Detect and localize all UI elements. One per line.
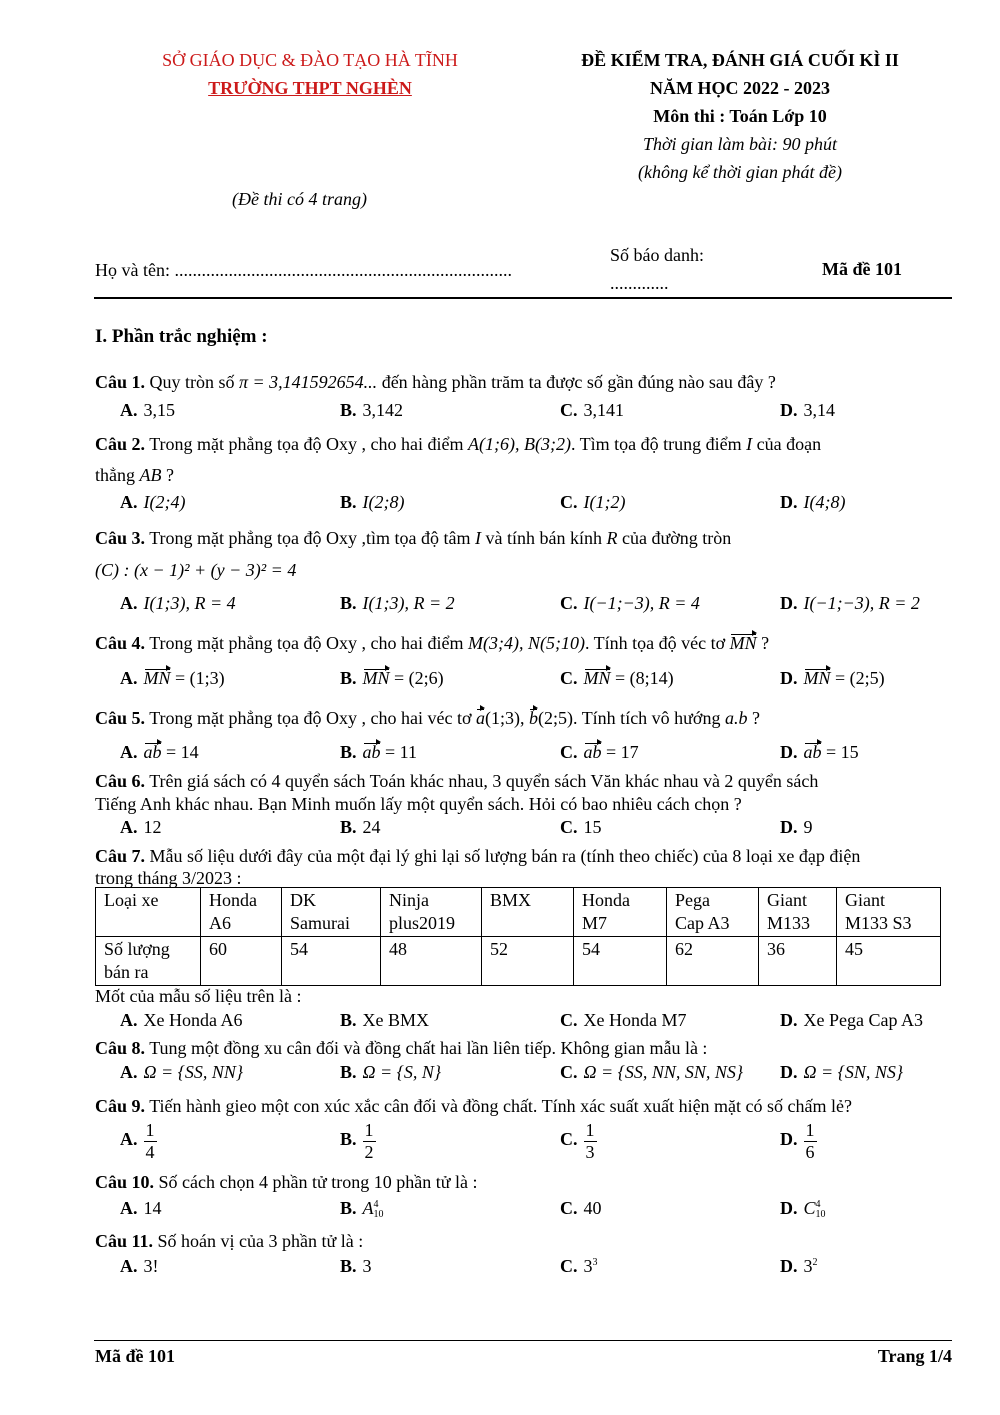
answer-b: B. 3	[340, 1256, 372, 1276]
math-expression: π = 3,141592654...	[239, 372, 378, 392]
answer-d: D. Ω = {SN, NS}	[780, 1062, 904, 1082]
question-1	[95, 372, 776, 393]
fraction: $\frac{1}{3}$	[585, 1120, 595, 1162]
answer-a: A. I(1;3), R = 4	[120, 593, 236, 613]
question-6: Câu 6. Trên giá sách có 4 quyển sách Toán khác nhau, 3 quyển sách Văn khác nhau và 2 quyển sách	[95, 771, 819, 791]
answer-b: B. I(2;8)	[340, 492, 405, 512]
fraction: $\frac{1}{6}$	[805, 1120, 815, 1162]
question-text: Quy tròn số	[145, 372, 240, 392]
student-id-label: Số báo danh:	[610, 245, 704, 265]
student-name-field: Họ và tên: ...........................................................................	[95, 260, 512, 280]
answer-d: D. 3,14	[780, 400, 835, 420]
answer-b: B. Xe BMX	[340, 1010, 430, 1030]
table-row	[96, 937, 941, 986]
answer-c: C. $3^3$	[560, 1256, 598, 1276]
sales-table	[95, 887, 941, 986]
question-9: Câu 9. Tiến hành gieo một con xúc xắc cân đối và đồng chất. Tính xác suất xuất hiện mặt có số chấm lẻ?	[95, 1096, 852, 1116]
answer-a: A. 14	[120, 1198, 162, 1218]
fraction: $\frac{1}{2}$	[364, 1120, 374, 1162]
circle-equation: (C) : (x − 1)² + (y − 3)² = 4	[95, 560, 297, 580]
footer-page-number: Trang 1/4	[877, 1346, 952, 1366]
question-number: Câu 1.	[95, 372, 146, 392]
table-cell: 52	[482, 937, 574, 986]
duration: Thời gian làm bài: 90 phút	[642, 134, 838, 154]
answer-b: B. Ω = {S, N}	[340, 1062, 442, 1082]
table-cell: 54	[574, 937, 667, 986]
answer-a: A. $\frac{1}{4}$	[120, 1120, 155, 1162]
department-name: SỞ GIÁO DỤC & ĐÀO TẠO HÀ TĨNH	[162, 50, 458, 70]
answer-c: C. I(1;2)	[560, 492, 626, 512]
subject: Môn thi : Toán Lớp 10	[653, 106, 827, 126]
answer-d: D. ab = 15	[780, 742, 859, 762]
table-cell: Giant M133	[759, 888, 837, 937]
answer-c: C. Ω = {SS, NN, SN, NS}	[560, 1062, 744, 1082]
answer-b: B. ab = 11	[340, 742, 417, 762]
answer-d: D. I(−1;−3), R = 2	[780, 593, 920, 613]
question-7-prompt: Mốt của mẫu số liệu trên là :	[95, 986, 302, 1006]
answer-c: C. MN = (8;14)	[560, 668, 674, 688]
table-cell: DK Samurai	[282, 888, 381, 937]
answer-d: D. MN = (2;5)	[780, 668, 885, 688]
answer-a: A. ab = 14	[120, 742, 199, 762]
answer-b: B. 24	[340, 817, 381, 837]
exam-code: Mã đề 101	[822, 259, 902, 279]
answer-a: A. 3!	[120, 1256, 159, 1276]
table-cell: 62	[667, 937, 759, 986]
question-3: Câu 3. Trong mặt phẳng tọa độ Oxy ,tìm tọa độ tâm I và tính bán kính R của đường tròn	[95, 528, 732, 548]
footer-exam-code: Mã đề 101	[95, 1346, 175, 1366]
answer-a: A. 12	[120, 817, 162, 837]
answer-a: A. 3,15	[120, 400, 175, 420]
table-header-row	[96, 888, 941, 937]
section-title: I. Phần trắc nghiệm :	[95, 326, 268, 347]
answer-b: B. A 4 10	[340, 1198, 384, 1220]
table-cell: Honda A6	[201, 888, 282, 937]
answer-b: B. $\frac{1}{2}$	[340, 1120, 374, 1162]
pages-note: (Đề thi có 4 trang)	[232, 189, 367, 209]
table-cell: Ninja plus2019	[381, 888, 482, 937]
vector-mn: MN	[729, 633, 757, 653]
question-5: Câu 5. Trong mặt phẳng tọa độ Oxy , cho hai véc tơ a(1;3), b(2;5). Tính tích vô hướng a.b ?	[95, 708, 760, 728]
table-cell: Giant M133 S3	[837, 888, 941, 937]
answer-a: A. Ω = {SS, NN}	[120, 1062, 244, 1082]
question-11: Câu 11. Số hoán vị của 3 phần tử là :	[95, 1231, 364, 1251]
table-cell: Loại xe	[96, 888, 201, 937]
exam-title: ĐỀ KIỂM TRA, ĐÁNH GIÁ CUỐI KÌ II	[581, 50, 899, 70]
footer-divider	[94, 1340, 952, 1341]
answer-b: B. MN = (2;6)	[340, 668, 444, 688]
answer-d: D. 9	[780, 817, 813, 837]
table-cell: 48	[381, 937, 482, 986]
school-year: NĂM HỌC 2022 - 2023	[650, 78, 830, 98]
question-10: Câu 10. Số cách chọn 4 phần tử trong 10 phần tử là :	[95, 1172, 478, 1192]
answer-b: B. 3,142	[340, 400, 404, 420]
answer-a: A. Xe Honda A6	[120, 1010, 243, 1030]
duration-note: (không kể thời gian phát đề)	[637, 162, 843, 182]
header-divider	[94, 297, 952, 299]
answer-c: C. 40	[560, 1198, 602, 1218]
table-cell: 54	[282, 937, 381, 986]
question-6-line-2: Tiếng Anh khác nhau. Bạn Minh muốn lấy một quyển sách. Hỏi có bao nhiêu cách chọn ?	[95, 794, 742, 814]
question-4: Câu 4. Trong mặt phẳng tọa độ Oxy , cho hai điểm M(3;4), N(5;10). Tính tọa độ véc tơ MN ?	[95, 633, 770, 653]
answer-a: A. MN = (1;3)	[120, 668, 225, 688]
answer-d: D. $3^2$	[780, 1256, 818, 1276]
table-cell: Pega Cap A3	[667, 888, 759, 937]
answer-c: C. Xe Honda M7	[560, 1010, 687, 1030]
answer-c: C. 15	[560, 817, 602, 837]
answer-d: D. I(4;8)	[780, 492, 846, 512]
answer-a: A. I(2;4)	[120, 492, 186, 512]
question-7: Câu 7. Mẫu số liệu dưới đây của một đại lý ghi lại số lượng bán ra (tính theo chiếc) của 8 loại xe đạp điện	[95, 846, 861, 866]
fraction: $\frac{1}{4}$	[145, 1120, 155, 1162]
answer-d: D. Xe Pega Cap A3	[780, 1010, 923, 1030]
answer-c: C. I(−1;−3), R = 4	[560, 593, 700, 613]
student-id-dots: .............	[610, 273, 669, 293]
answer-d: D. C 4 10	[780, 1198, 826, 1220]
question-8: Câu 8. Tung một đồng xu cân đối và đồng chất hai lần liên tiếp. Không gian mẫu là :	[95, 1038, 708, 1058]
answer-c: C. 3,141	[560, 400, 624, 420]
answer-c: C. $\frac{1}{3}$	[560, 1120, 595, 1162]
question-2: Câu 2. Trong mặt phẳng tọa độ Oxy , cho hai điểm A(1;6), B(3;2). Tìm tọa độ trung điểm I của đoạn	[95, 434, 822, 454]
table-cell: 60	[201, 937, 282, 986]
table-cell: 45	[837, 937, 941, 986]
table-cell: BMX	[482, 888, 574, 937]
table-cell: Số lượng bán ra	[96, 937, 201, 986]
answer-b: B. I(1;3), R = 2	[340, 593, 455, 613]
answer-c: C. ab = 17	[560, 742, 639, 762]
question-text: đến hàng phần trăm ta được số gần đúng nào sau đây ?	[377, 372, 776, 392]
question-2-line-2: thẳng AB ?	[95, 465, 174, 485]
answer-d: D. $\frac{1}{6}$	[780, 1120, 815, 1162]
table-cell: 36	[759, 937, 837, 986]
table-cell: Honda M7	[574, 888, 667, 937]
question-7-line-2: trong tháng 3/2023 :	[95, 868, 242, 888]
school-name: TRƯỜNG THPT NGHÈN	[208, 78, 412, 98]
